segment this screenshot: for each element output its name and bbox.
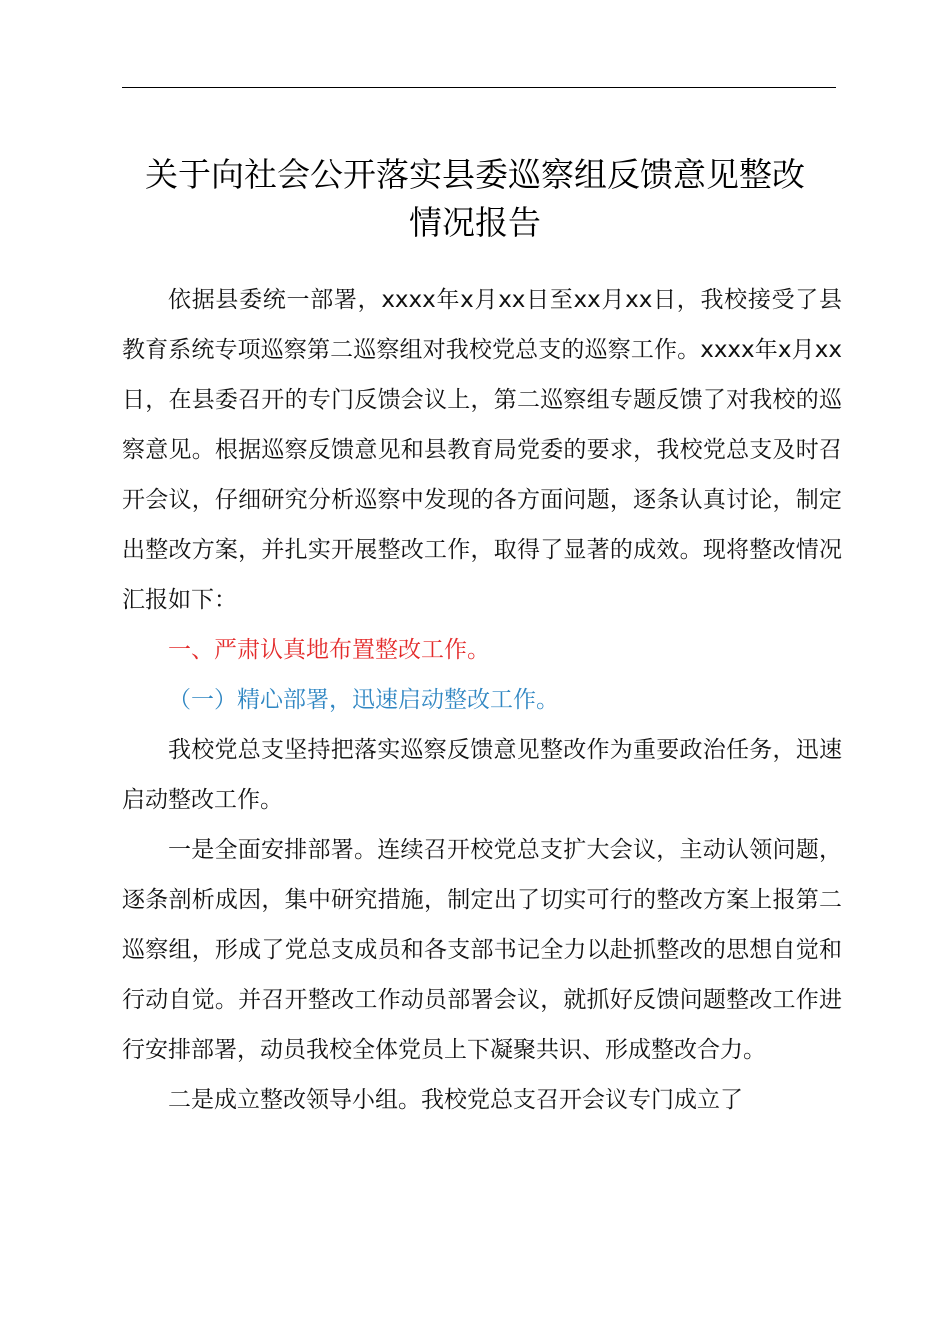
body-paragraph: 一是全面安排部署。连续召开校党总支扩大会议，主动认领问题，逐条剖析成因，集中研究措施，制定出了切实可行的整改方案上报第二巡察组，形成了党总支成员和各支部书记全力以赴抓整改的思想自觉和行动自觉。并召开整改工作动员部署会议，就抓好反馈问题整改工作进行安排部署，动员我校全体党员上下凝聚共识、形成整改合力。 (122, 837, 842, 1063)
body-paragraph: 二是成立整改领导小组。我校党总支召开会议专门成立了 (168, 1087, 743, 1113)
section-heading-1: 一、严肃认真地布置整改工作。 (168, 637, 490, 663)
document-title-line-1: 关于向社会公开落实县委巡察组反馈意见整改 (145, 155, 805, 194)
subsection-heading-1: （一）精心部署，迅速启动整改工作。 (168, 687, 559, 713)
header-divider-line (122, 87, 836, 88)
document-title-line-2: 情况报告 (409, 203, 541, 242)
body-paragraph: 我校党总支坚持把落实巡察反馈意见整改作为重要政治任务，迅速启动整改工作。 (122, 737, 842, 813)
document-body (122, 275, 842, 1125)
intro-paragraph: 依据县委统一部署，xxxx年x月xx日至xx月xx日，我校接受了县教育系统专项巡察第二巡察组对我校党总支的巡察工作。xxxx年x月xx日，在县委召开的专门反馈会议上，第二巡察组专题反馈了对我校的巡察意见。根据巡察反馈意见和县教育局党委的要求，我校党总支及时召开会议，仔细研究分析巡察中发现的各方面问题，逐条认真讨论，制定出整改方案，并扎实开展整改工作，取得了显著的成效。现将整改情况汇报如下： (122, 287, 842, 613)
